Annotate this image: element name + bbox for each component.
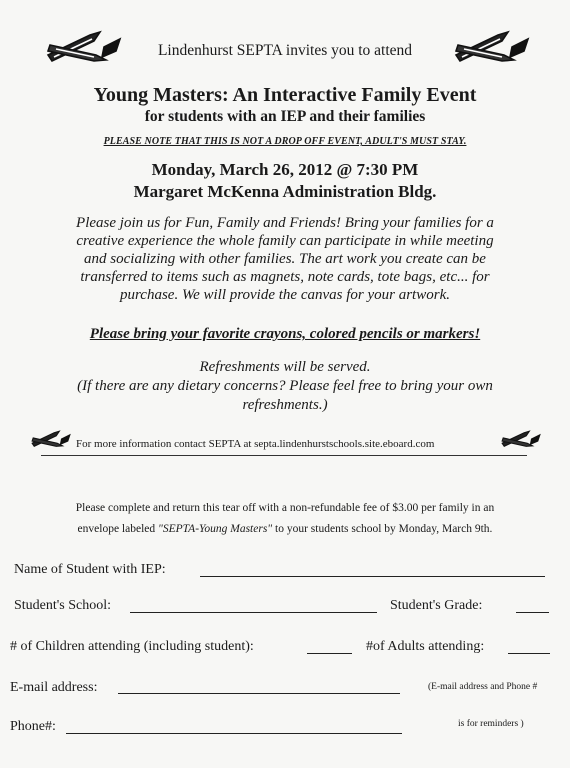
return-instructions bbox=[16, 498, 554, 540]
crayons-icon bbox=[500, 428, 542, 450]
adults-label: #of Adults attending: bbox=[366, 639, 485, 654]
description-line: Please join us for Fun, Family and Friends! Bring your families for a bbox=[76, 215, 494, 231]
instructions-line bbox=[16, 519, 554, 540]
envelope-label: "SEPTA-Young Masters" bbox=[158, 523, 273, 535]
email-field[interactable] bbox=[118, 693, 400, 694]
refreshments-note bbox=[30, 358, 540, 415]
event-description bbox=[34, 214, 536, 304]
instructions-text: envelope labeled bbox=[77, 523, 159, 535]
contact-info: For more information contact SEPTA at septa.lindenhurstschools.site.eboard.com bbox=[76, 438, 435, 450]
school-label: Student's School: bbox=[14, 598, 112, 613]
refreshments-line: Refreshments will be served. bbox=[199, 359, 371, 375]
event-date: Monday, March 26, 2012 @ 7:30 PM bbox=[151, 160, 419, 179]
children-field[interactable] bbox=[307, 653, 352, 654]
children-label: # of Children attending (including student): bbox=[10, 639, 254, 654]
phone-field[interactable] bbox=[66, 733, 402, 734]
description-line: and socializing with other families. The art work you create can be bbox=[84, 251, 486, 267]
school-field[interactable] bbox=[130, 612, 377, 613]
description-line: purchase. We will provide the canvas for your artwork. bbox=[120, 287, 450, 303]
student-name-field[interactable] bbox=[200, 576, 545, 577]
description-line: transferred to items such as magnets, note cards, tote bags, etc... for bbox=[80, 269, 490, 285]
refreshments-line: refreshments.) bbox=[242, 397, 328, 413]
invite-line: Lindenhurst SEPTA invites you to attend bbox=[157, 42, 413, 59]
student-name-label: Name of Student with IEP: bbox=[14, 562, 166, 577]
email-phone-note: (E-mail address and Phone # bbox=[428, 682, 538, 692]
adults-field[interactable] bbox=[508, 653, 550, 654]
refreshments-line: (If there are any dietary concerns? Please feel free to bring your own bbox=[77, 378, 493, 394]
tear-off-line bbox=[41, 455, 527, 456]
crayons-icon bbox=[30, 428, 72, 450]
instructions-line: Please complete and return this tear off with a non-refundable fee of $3.00 per family in an bbox=[75, 502, 495, 514]
grade-label: Student's Grade: bbox=[390, 598, 483, 613]
event-venue: Margaret McKenna Administration Bldg. bbox=[133, 182, 437, 201]
grade-field[interactable] bbox=[516, 612, 549, 613]
description-line: creative experience the whole family can participate in while meeting bbox=[76, 233, 494, 249]
email-label: E-mail address: bbox=[10, 680, 98, 695]
bring-supplies-note: Please bring your favorite crayons, colored pencils or markers! bbox=[89, 326, 481, 342]
instructions-text: to your students school by Monday, March 9th. bbox=[272, 523, 493, 535]
drop-off-note: PLEASE NOTE THAT THIS IS NOT A DROP OFF EVENT, ADULT'S MUST STAY. bbox=[103, 136, 467, 147]
event-subtitle: for students with an IEP and their families bbox=[144, 108, 426, 125]
phone-label: Phone#: bbox=[10, 719, 56, 734]
reminders-note: is for reminders ) bbox=[458, 719, 524, 729]
event-title: Young Masters: An Interactive Family Event bbox=[93, 84, 477, 106]
